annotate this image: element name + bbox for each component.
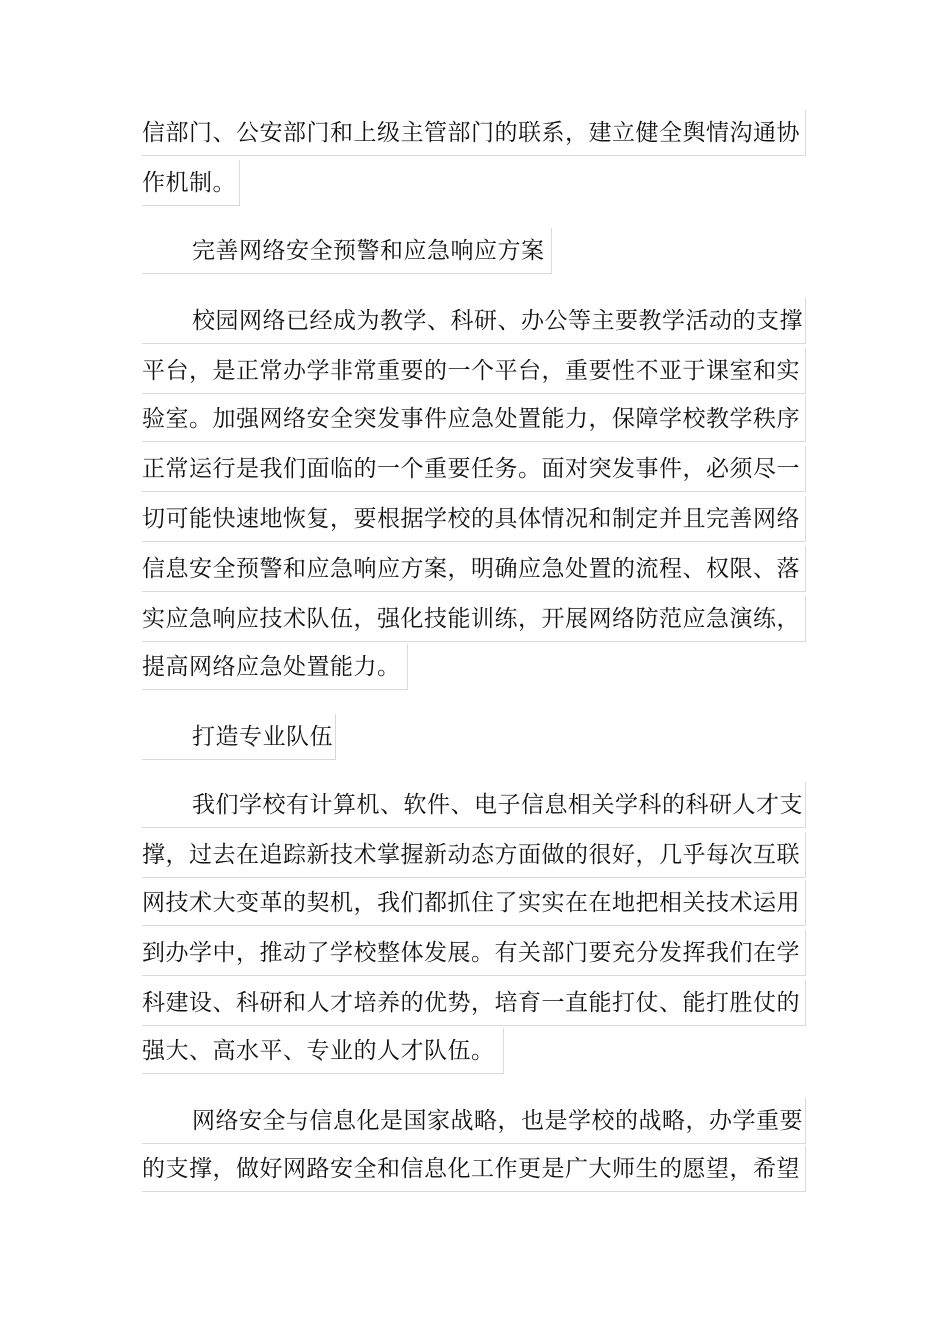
text-line: 网络安全与信息化是国家战略，也是学校的战略，办学重要 <box>142 1098 806 1144</box>
text-line: 正常运行是我们面临的一个重要任务。面对突发事件，必须尽一 <box>142 446 806 492</box>
text-line: 验室。加强网络安全突发事件应急处置能力，保障学校教学秩序 <box>142 396 806 442</box>
text-line: 我们学校有计算机、软件、电子信息相关学科的科研人才支 <box>142 782 806 828</box>
text-line: 信部门、公安部门和上级主管部门的联系，建立健全舆情沟通协 <box>142 110 806 156</box>
text-line: 的支撑，做好网路安全和信息化工作更是广大师生的愿望，希望 <box>142 1146 806 1192</box>
text-line: 提高网络应急处置能力。 <box>142 644 408 690</box>
text-line: 撑，过去在追踪新技术掌握新动态方面做的很好，几乎每次互联 <box>142 832 806 878</box>
text-line: 科建设、科研和人才培养的优势，培育一直能打仗、能打胜仗的 <box>142 980 806 1026</box>
text-line: 校园网络已经成为教学、科研、办公等主要教学活动的支撑 <box>142 298 806 344</box>
text-line: 网技术大变革的契机，我们都抓住了实实在在地把相关技术运用 <box>142 880 806 926</box>
section-heading: 打造专业队伍 <box>142 714 336 760</box>
text-line: 实应急响应技术队伍，强化技能训练，开展网络防范应急演练， <box>142 596 806 642</box>
section-heading: 完善网络安全预警和应急响应方案 <box>142 228 552 274</box>
text-line: 平台，是正常办学非常重要的一个平台，重要性不亚于课室和实 <box>142 348 806 394</box>
text-line: 强大、高水平、专业的人才队伍。 <box>142 1028 504 1074</box>
text-line: 切可能快速地恢复，要根据学校的具体情况和制定并且完善网络 <box>142 496 806 542</box>
text-line: 到办学中，推动了学校整体发展。有关部门要充分发挥我们在学 <box>142 930 806 976</box>
text-line: 作机制。 <box>142 160 240 206</box>
text-line: 信息安全预警和应急响应方案，明确应急处置的流程、权限、落 <box>142 546 806 592</box>
